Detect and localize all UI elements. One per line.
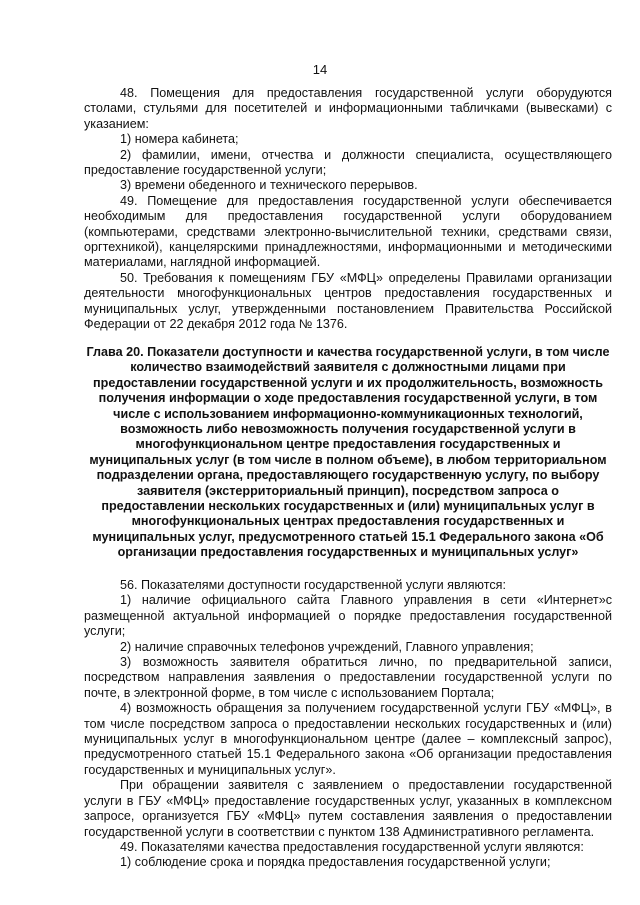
list-item: 2) наличие справочных телефонов учреждений, Главного управления;: [120, 639, 534, 654]
paragraph-48: 48. Помещения для предоставления государственной услуги оборудуются столами, стульями для посетителей и информационными табличками (вывесками) с указанием:: [84, 86, 612, 131]
list-item: 3) возможность заявителя обратиться лично, по предварительной записи, посредством направления заявления о предоставлении государственной услуги по почте, в электронной форме, в том числе с использованием Портала;: [84, 655, 612, 700]
section-premises: [84, 86, 612, 333]
chapter-20-block: [84, 345, 612, 561]
list-item: 4) возможность обращения за получением государственной услуги ГБУ «МФЦ», в том числе посредством запроса о предоставлении нескольких государственных и (или) муниципальных услуг в многофункциональном центре (далее – комплексный запрос), предусмотренного статьей 15.1 Федерального закона «Об организации предоставления государственных и муниципальных услуг».: [84, 701, 612, 777]
paragraph-complex-request: При обращении заявителя с заявлением о предоставлении государственной услуги в ГБУ «МФЦ» предоставление государственных услуг, указанных в комплексном запросе, организуется ГБУ «МФЦ» путем составления заявления о предоставлении государственной услуги в соответствии с пунктом 138 Административного регламента.: [84, 778, 612, 839]
list-item: 1) номера кабинета;: [120, 132, 239, 147]
page-number: 14: [312, 62, 328, 77]
list-item: 2) фамилии, имени, отчества и должности специалиста, осуществляющего предоставление государственной услуги;: [84, 147, 612, 178]
list-item: 1) наличие официального сайта Главного управления в сети «Интернет»с размещенной актуальной информацией о порядке предоставления государственной услуги;: [84, 593, 612, 639]
paragraph-50: 50. Требования к помещениям ГБУ «МФЦ» определены Правилами организации деятельности многофункциональных центров предоставления государственных и муниципальных услуг, утвержденными постановлением Правительства Российской Федерации от 22 декабря 2012 года № 1376.: [84, 270, 612, 332]
list-item: 1) соблюдение срока и порядка предоставления государственной услуги;: [120, 855, 551, 870]
list-item: 3) времени обеденного и технического перерывов.: [120, 178, 418, 193]
paragraph-quality: 49. Показателями качества предоставления государственной услуги являются:: [120, 839, 584, 854]
paragraph-49: 49. Помещение для предоставления государственной услуги обеспечивается необходимым для предоставления государственной услуги оборудованием (компьютерами, средствами электронно-вычислительной техники, средствами связи, оргтехникой), канцелярскими принадлежностями, информационными и методическими материалами, наглядной информацией.: [84, 193, 612, 270]
paragraph-56: 56. Показателями доступности государственной услуги являются:: [120, 578, 506, 592]
chapter-heading: Глава 20. Показатели доступности и качества государственной услуги, в том числе количество взаимодействий заявителя с должностными лицами при предоставлении государственной услуги и их продолжительность, возможность получения информации о ходе предоставления государственной услуги, в том числе с использованием информационно-коммуникационных технологий, возможность либо невозможность получения государственной услуги в многофункциональном центре предоставления государственных и муниципальных услуг (в том числе в полном объеме), в любом территориальном подразделении органа, предоставляющего государственную услугу, по выбору заявителя (экстерриториальный принцип), посредством запроса о предоставлении нескольких государственных и (или) муниципальных услуг в многофункциональных центрах предоставления государственных и муниципальных услуг, предусмотренного статьей 15.1 Федерального закона «Об организации предоставления государственных и муниципальных услуг»: [86, 345, 610, 560]
section-indicators: [84, 578, 612, 871]
